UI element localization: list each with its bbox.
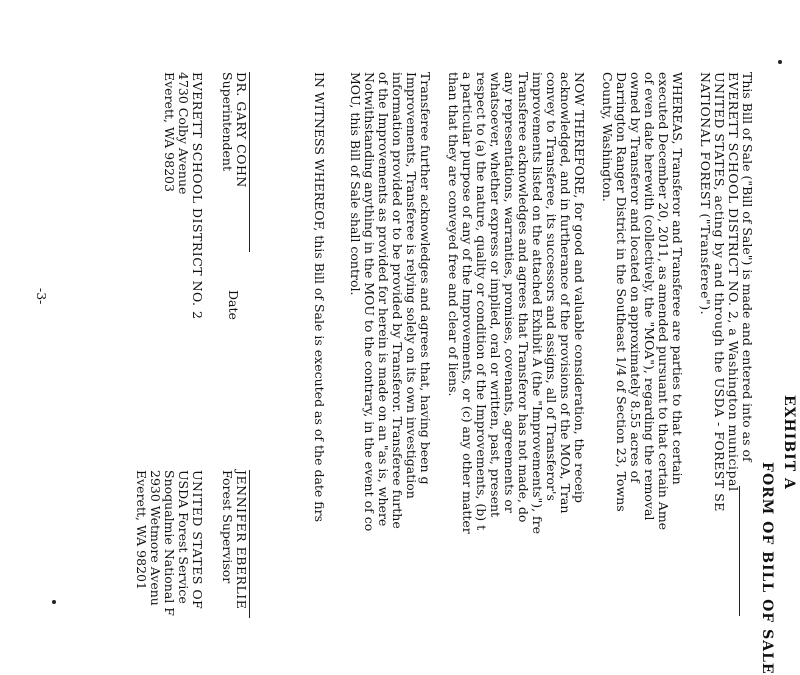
now-therefore-line: improvements listed on the attached Exhibit A (the "Improvements"), fre bbox=[530, 72, 545, 535]
form-title: FORM OF BILL OF SALE bbox=[759, 462, 775, 675]
transferee-line: of the Improvements as provided for herein is made on an "as is, where bbox=[376, 72, 391, 527]
transferee-line: Improvements, Transferee is relying solely on its own investigation bbox=[404, 72, 419, 499]
signer-name: JENNIFER EBERLIE bbox=[234, 470, 249, 610]
page-number: -3- bbox=[34, 288, 49, 305]
now-therefore-line: respect to (a) the nature, quality or condition of the Improvements, (b) t bbox=[474, 72, 489, 531]
now-therefore-line: Transferee acknowledges and agrees that Transferor has not made, do bbox=[516, 72, 531, 523]
now-therefore-line: any representations, warranties, promises, covenants, agreements or bbox=[502, 72, 517, 513]
signer-address-2: Everett, WA 98203 bbox=[162, 72, 177, 192]
exhibit-heading: EXHIBIT A bbox=[781, 395, 797, 490]
scan-speck bbox=[52, 600, 56, 604]
transferee-line: Notwithstanding anything in the MOU to the contrary, in the event of co bbox=[362, 72, 377, 532]
signer-name: DR. GARY COHN bbox=[234, 72, 249, 188]
now-therefore-line: whatsoever, whether express or implied, oral or written, past, present bbox=[488, 72, 503, 518]
transferee-line: information provided or to be provided by Transferor. Transferee furthe bbox=[390, 72, 405, 529]
signer-line-5: Everett, WA 98201 bbox=[134, 470, 149, 590]
now-therefore-line: acknowledged, and in furtherance of the provisions of the MOA, Tran bbox=[558, 72, 573, 514]
whereas-line: WHEREAS, Transferor and Transferee are parties to that certain bbox=[670, 72, 685, 485]
whereas-line: Darrington Ranger District in the Southeast 1/4 of Section 23, Towns bbox=[614, 72, 629, 512]
whereas-line: executed December 20, 2011, as amended pursuant to that certain Ame bbox=[656, 72, 671, 531]
transferee-line: Transferee further acknowledges and agrees that, having been g bbox=[418, 72, 433, 485]
date-label: Date bbox=[226, 290, 241, 320]
scan-speck bbox=[778, 60, 782, 64]
whereas-line: owned by Transferor and located on approximately 8.55 acres of bbox=[628, 72, 643, 483]
signer-org: EVERETT SCHOOL DISTRICT NO. 2 bbox=[190, 72, 205, 320]
signature-line bbox=[249, 470, 250, 618]
intro-line-1: This Bill of Sale ("Bill of Sale") is made and entered into as of bbox=[740, 72, 755, 462]
now-therefore-line: convey to Transferee, its successors and assigns, all of Transferor's bbox=[544, 72, 559, 501]
signer-title: Forest Supervisor bbox=[220, 470, 235, 584]
signer-line-4: 2930 Wetmore Avenu bbox=[148, 470, 163, 606]
signer-title: Superintendent bbox=[220, 72, 235, 171]
date-blank-line bbox=[739, 486, 740, 616]
intro-line-3: UNITED STATES, acting by and through the USDA - FOREST SE bbox=[712, 72, 727, 512]
signer-org: UNITED STATES OF bbox=[190, 470, 205, 610]
whereas-line: County, Washington. bbox=[600, 72, 615, 202]
now-therefore-line: than that they are conveyed free and clear of liens. bbox=[446, 72, 461, 397]
signer-line-3: Snoqualmie National F bbox=[162, 470, 177, 616]
intro-line-2: EVERETT SCHOOL DISTRICT NO. 2, a Washington municipal bbox=[726, 72, 741, 492]
signer-address-1: 4730 Colby Avenue bbox=[176, 72, 191, 195]
witness-clause: IN WITNESS WHEREOF, this Bill of Sale is executed as of the date firs bbox=[312, 72, 327, 523]
now-therefore-line: a particular purpose of any of the Improvements, or (c) any other matter bbox=[460, 72, 475, 534]
now-therefore-line: NOW THEREFORE, for good and valuable consideration, the receip bbox=[572, 72, 587, 503]
whereas-line: of even date herewith (collectively, the "MOA"), regarding the removal bbox=[642, 72, 657, 521]
transferee-line: MOU, this Bill of Sale shall control. bbox=[348, 72, 363, 296]
signer-line-2: USDA Forest Service bbox=[176, 470, 191, 604]
signature-line bbox=[249, 72, 250, 252]
intro-line-4: NATIONAL FOREST ("Transferee"). bbox=[698, 72, 713, 316]
